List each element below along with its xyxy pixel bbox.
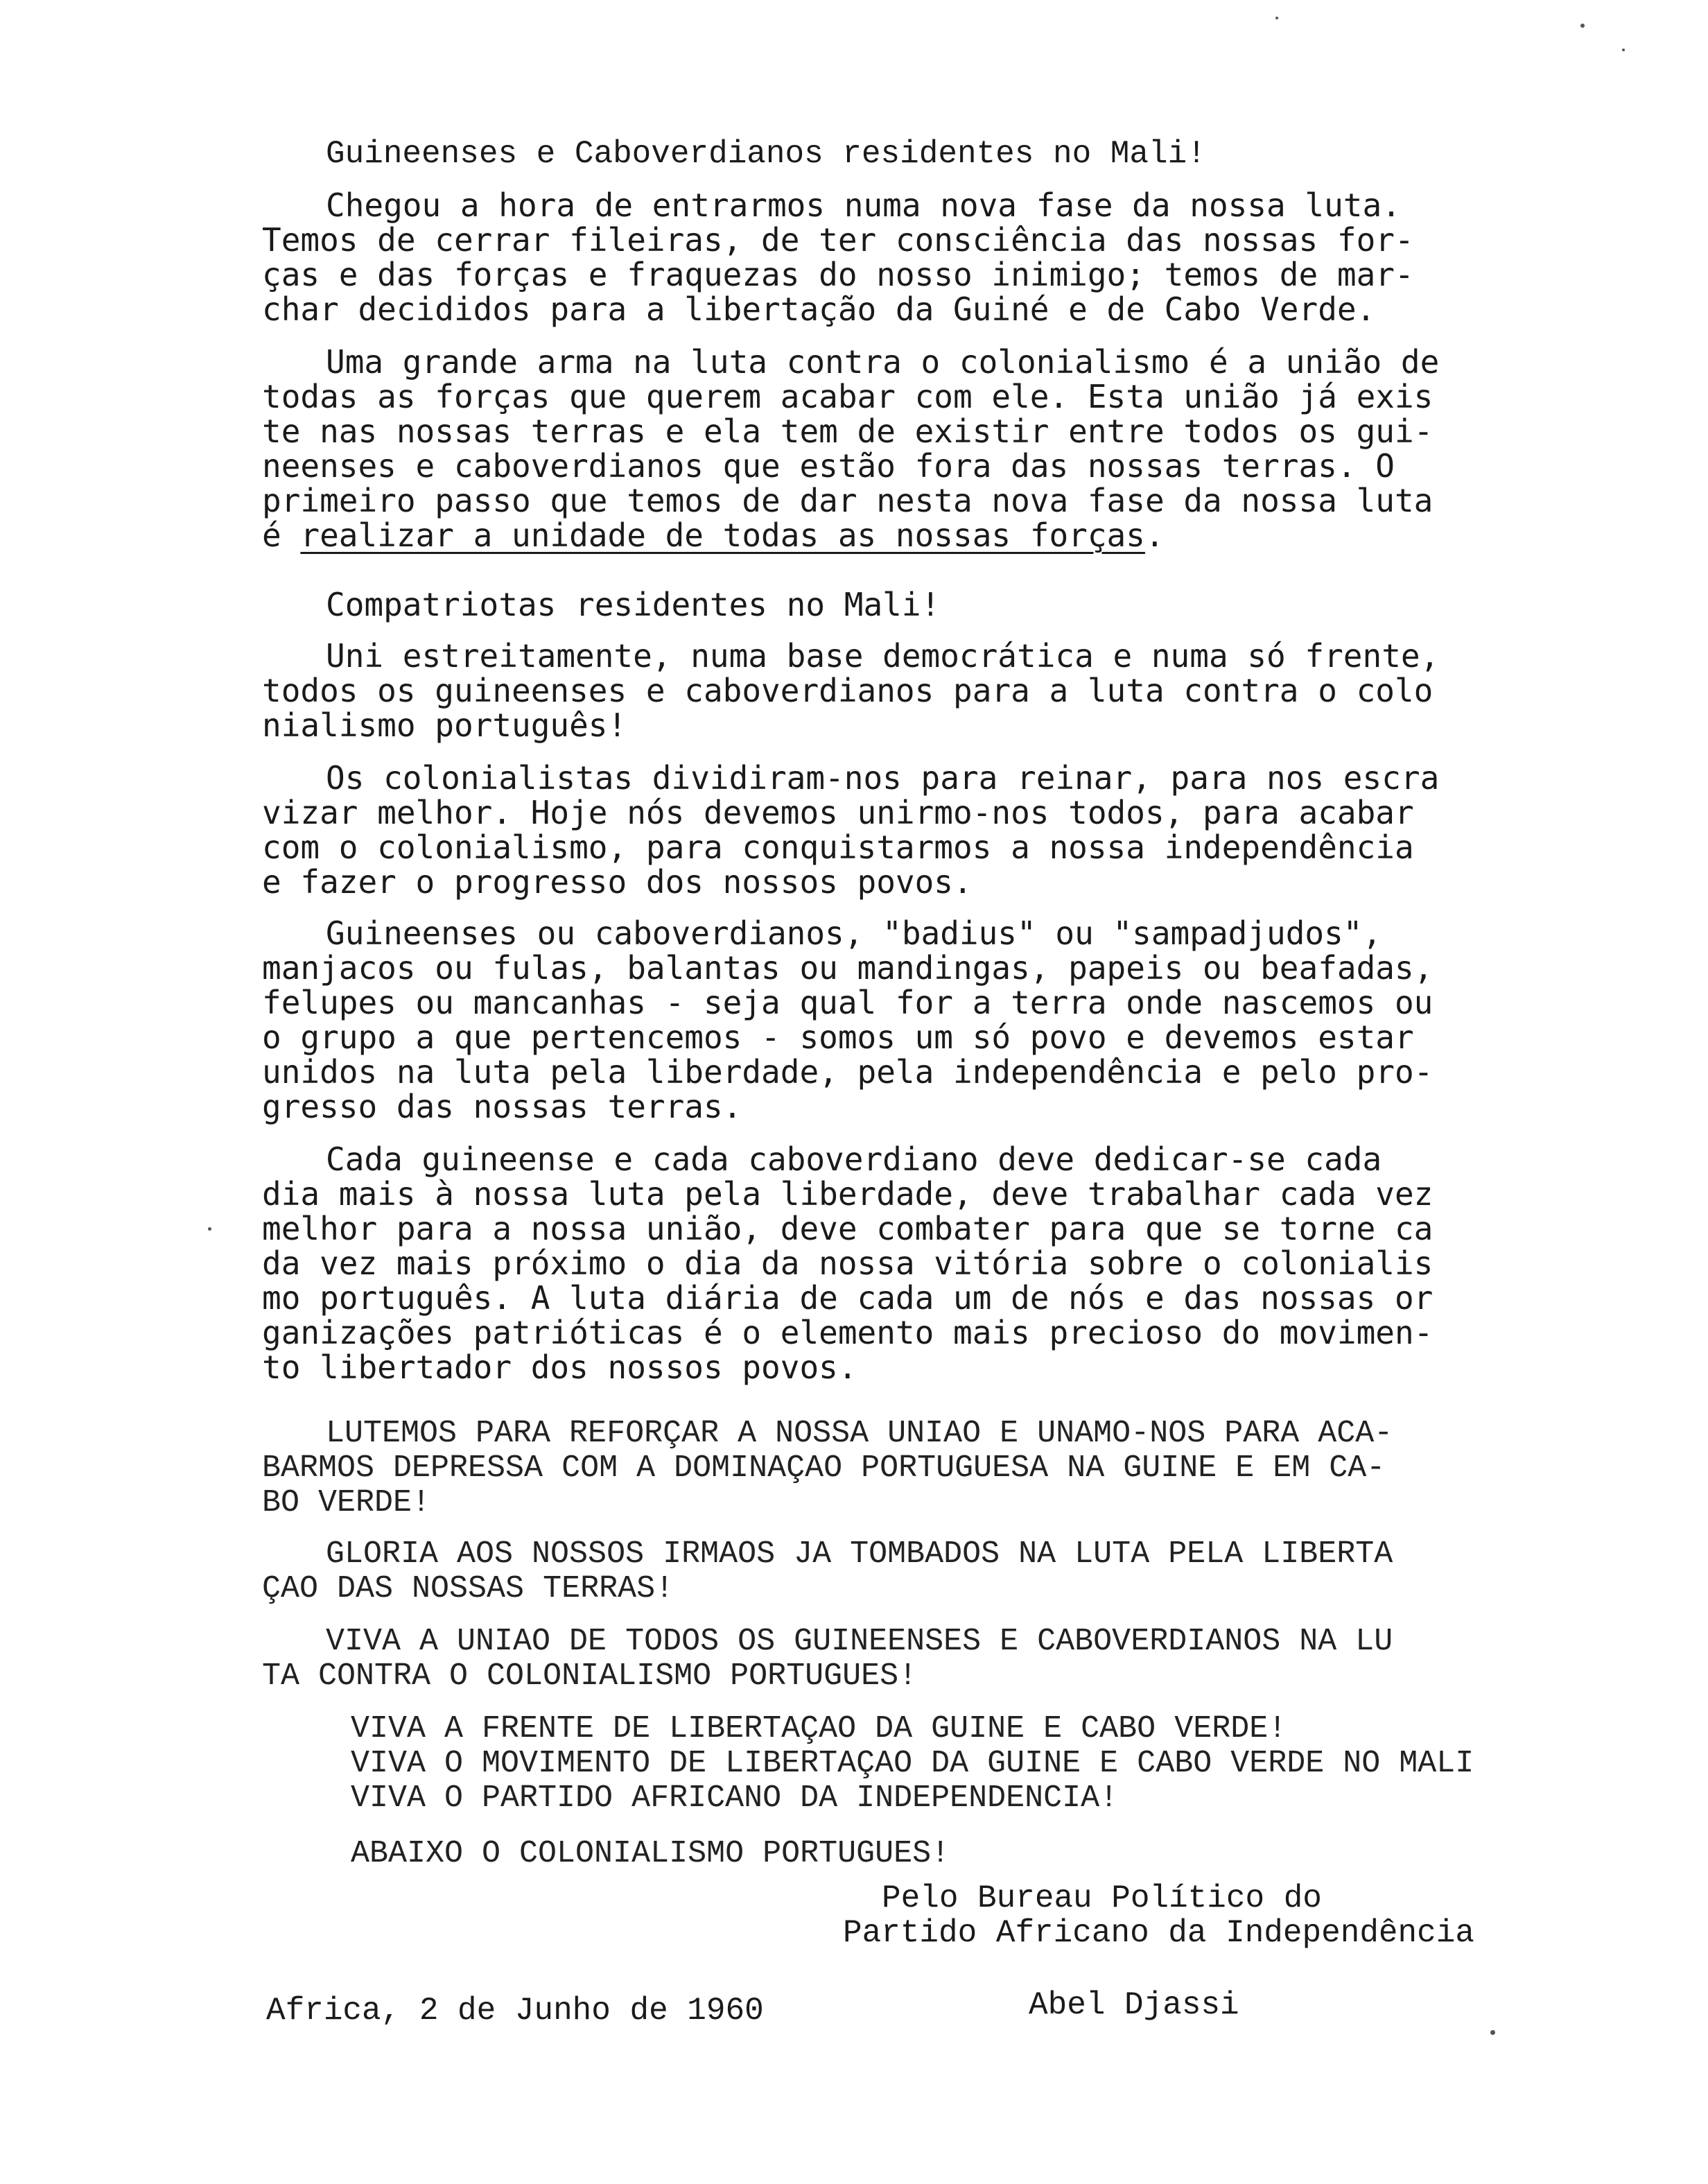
text-suffix: . — [1144, 517, 1165, 554]
text-line: ças e das forças e fraquezas do nosso inimigo; temos de mar- — [262, 256, 1414, 293]
scan-speck — [1275, 17, 1278, 19]
text-line: Os colonialistas dividiram-nos para reinar, para nos escra — [326, 759, 1440, 797]
text-line: melhor para a nossa união, deve combater para que se torne ca — [262, 1210, 1434, 1247]
text-line: Temos de cerrar fileiras, de ter consciência das nossas for- — [262, 221, 1414, 259]
text-line: e fazer o progresso dos nossos povos. — [262, 863, 973, 901]
text-line: Cada guineense e cada caboverdiano deve dedicar-se cada — [326, 1141, 1382, 1178]
date-line: Africa, 2 de Junho de 1960 — [266, 1993, 764, 2029]
signatory-name: Abel Djassi — [1029, 1987, 1239, 2023]
text-line: char decididos para a libertação da Guiné e de Cabo Verde. — [262, 291, 1376, 328]
signature-line: Partido Africano da Independência — [843, 1915, 1474, 1951]
scan-speck — [208, 1227, 211, 1231]
text-line: neenses e caboverdianos que estão fora das nossas terras. O — [262, 447, 1395, 485]
text-line: BO VERDE! — [262, 1485, 431, 1520]
salutation-compatriotas: Compatriotas residentes no Mali! — [326, 586, 941, 623]
text-line: todos os guineenses e caboverdianos para a luta contra o colo — [262, 672, 1434, 709]
text-line: TA CONTRA O COLONIALISMO PORTUGUES! — [262, 1658, 918, 1694]
text-line: VIVA O MOVIMENTO DE LIBERTAÇAO DA GUINE E CABO VERDE NO MALI — [351, 1746, 1474, 1781]
text-line-underlined — [262, 517, 1165, 553]
text-line: todas as forças que querem acabar com ele. Esta união já exis — [262, 378, 1434, 415]
slogan-abaixo: ABAIXO O COLONIALISMO PORTUGUES! — [351, 1836, 950, 1871]
text-line: Guineenses ou caboverdianos, "badius" ou "sampadjudos", — [326, 915, 1382, 952]
text-line: Chegou a hora de entrarmos numa nova fase da nossa luta. — [326, 187, 1401, 224]
text-line: nialismo português! — [262, 707, 627, 744]
text-line: to libertador dos nossos povos. — [262, 1349, 857, 1386]
underlined-phrase: realizar a unidade de todas as nossas forças — [300, 517, 1145, 554]
text-line: com o colonialismo, para conquistarmos a nossa independência — [262, 829, 1414, 866]
scan-speck — [1580, 24, 1585, 28]
text-line: da vez mais próximo o dia da nossa vitória sobre o colonialis — [262, 1245, 1434, 1282]
text-line: VIVA A UNIAO DE TODOS OS GUINEENSES E CABOVERDIANOS NA LU — [326, 1624, 1393, 1659]
scan-speck — [1622, 49, 1625, 51]
text-line: o grupo a que pertencemos - somos um só povo e devemos estar — [262, 1019, 1414, 1056]
text-line: GLORIA AOS NOSSOS IRMAOS JA TOMBADOS NA LUTA PELA LIBERTA — [326, 1536, 1393, 1572]
text-line: manjacos ou fulas, balantas ou mandingas, papeis ou beafadas, — [262, 949, 1434, 987]
text-line: ganizações patrióticas é o elemento mais precioso do movimen- — [262, 1314, 1434, 1351]
text-line: VIVA A FRENTE DE LIBERTAÇAO DA GUINE E CABO VERDE! — [351, 1711, 1287, 1747]
salutation-mali: Guineenses e Caboverdianos residentes no Mali! — [326, 136, 1206, 172]
text-line: te nas nossas terras e ela tem de existir entre todos os gui- — [262, 413, 1434, 450]
text-line: felupes ou mancanhas - seja qual for a terra onde nascemos ou — [262, 984, 1434, 1021]
signature-line: Pelo Bureau Político do — [882, 1880, 1322, 1916]
text-line: ÇAO DAS NOSSAS TERRAS! — [262, 1571, 674, 1606]
text-line: BARMOS DEPRESSA COM A DOMINAÇAO PORTUGUESA NA GUINE E EM CA- — [262, 1450, 1386, 1486]
text-line: gresso das nossas terras. — [262, 1088, 742, 1125]
text-prefix: é — [262, 517, 301, 554]
text-line: primeiro passo que temos de dar nesta nova fase da nossa luta — [262, 482, 1434, 519]
text-line: mo português. A luta diária de cada um de nós e das nossas or — [262, 1279, 1434, 1317]
text-line: unidos na luta pela liberdade, pela independência e pelo pro- — [262, 1053, 1434, 1091]
text-line: LUTEMOS PARA REFORÇAR A NOSSA UNIAO E UNAMO-NOS PARA ACA- — [326, 1416, 1393, 1451]
text-line: dia mais à nossa luta pela liberdade, deve trabalhar cada vez — [262, 1175, 1434, 1213]
text-line: Uni estreitamente, numa base democrática e numa só frente, — [326, 637, 1440, 675]
scan-speck — [1490, 2030, 1495, 2035]
text-line: VIVA O PARTIDO AFRICANO DA INDEPENDENCIA! — [351, 1780, 1119, 1816]
text-line: vizar melhor. Hoje nós devemos unirmo-nos todos, para acabar — [262, 794, 1414, 831]
text-line: Uma grande arma na luta contra o colonialismo é a união de — [326, 343, 1440, 381]
